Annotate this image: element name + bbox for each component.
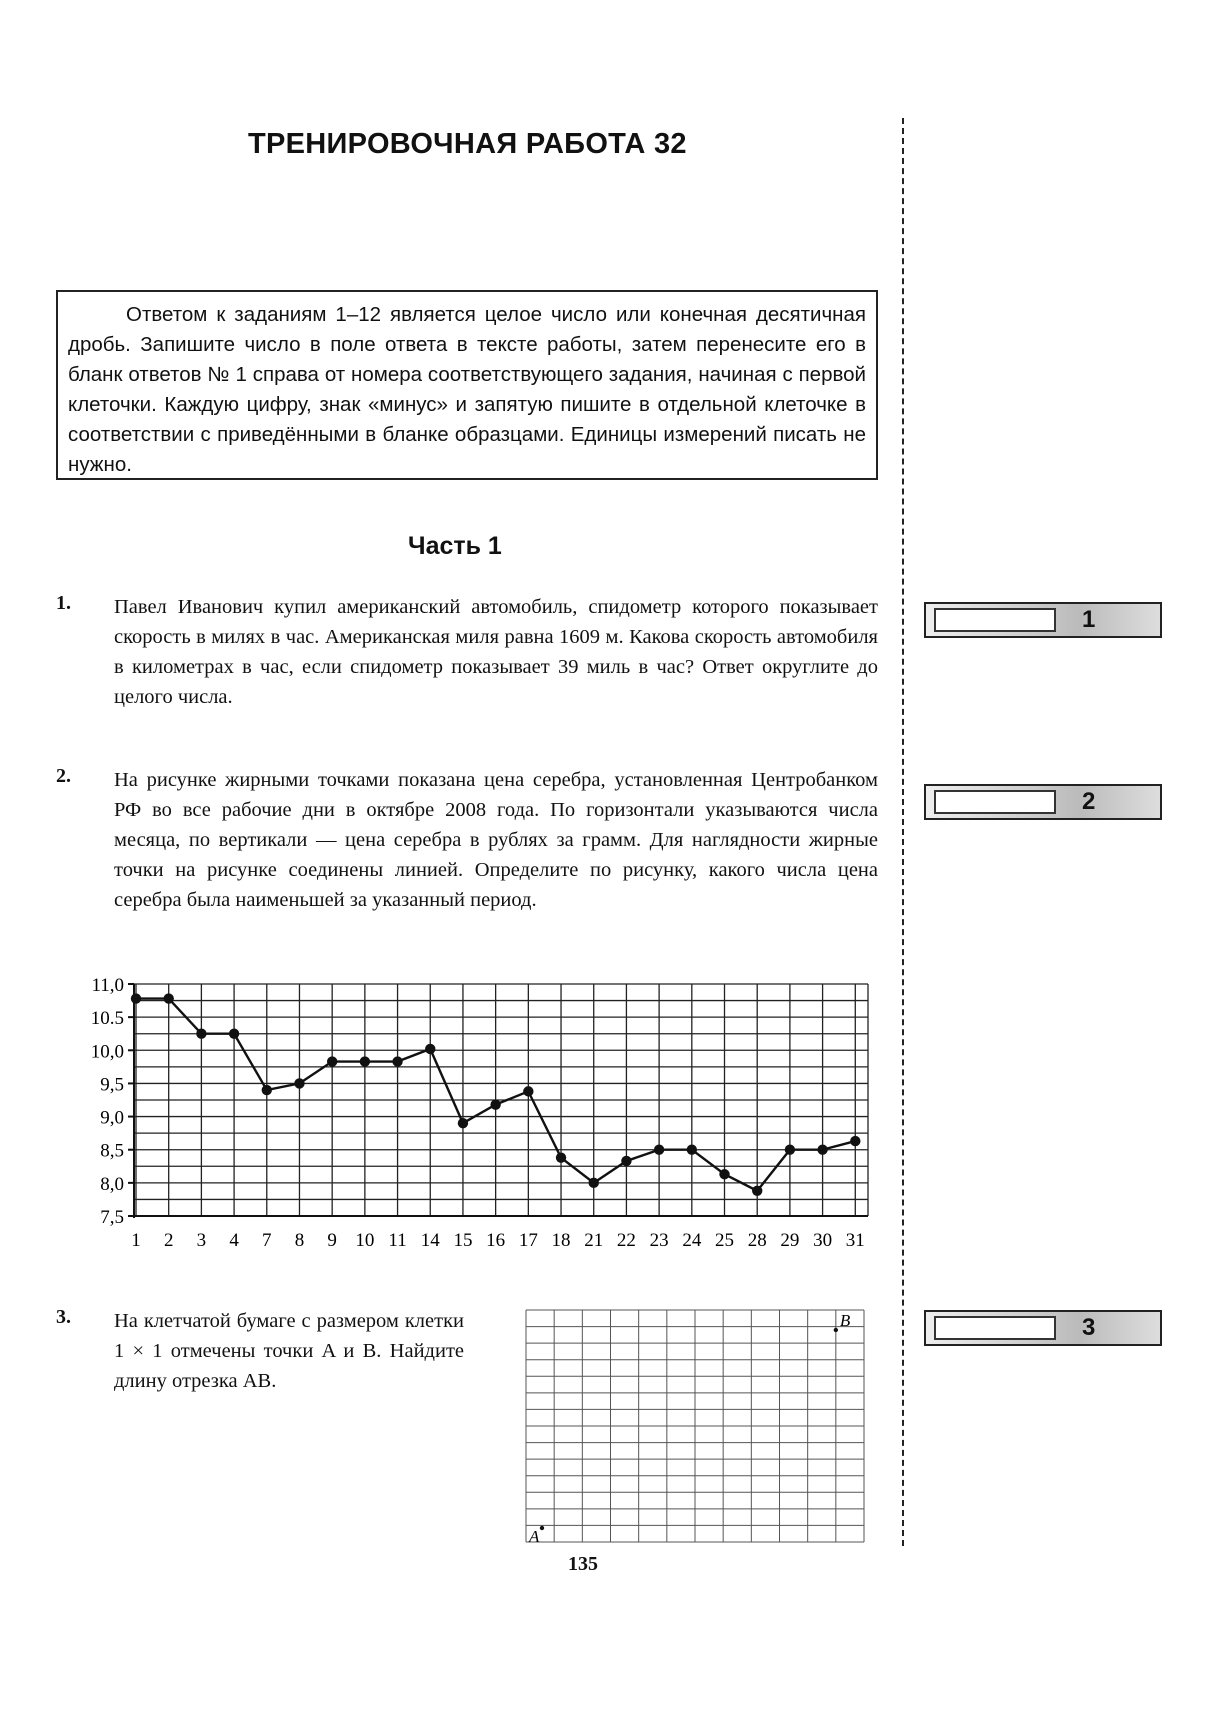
x-tick-label: 23 bbox=[649, 1230, 669, 1251]
point-a bbox=[540, 1526, 544, 1530]
silver-price-chart bbox=[56, 968, 886, 1258]
answer-box-1 bbox=[924, 602, 1162, 638]
checkered-grid-figure bbox=[520, 1304, 872, 1550]
data-point bbox=[327, 1056, 337, 1066]
x-tick-label: 17 bbox=[518, 1230, 538, 1251]
answer-field-1[interactable] bbox=[934, 608, 1056, 632]
data-point bbox=[687, 1145, 697, 1155]
x-tick-label: 2 bbox=[163, 1230, 174, 1251]
data-point bbox=[360, 1056, 370, 1066]
x-tick-label: 4 bbox=[229, 1230, 239, 1251]
answer-label-3: 3 bbox=[1082, 1314, 1096, 1341]
answer-field-2[interactable] bbox=[934, 790, 1056, 814]
task-2-number: 2. bbox=[56, 765, 71, 787]
x-tick-label: 22 bbox=[616, 1230, 636, 1251]
answer-box-2 bbox=[924, 784, 1162, 820]
instruction-box: Ответом к заданиям 1–12 является целое число или конечная десятичная дробь. Запишите число в поле ответа в тексте работы, затем перенесите его в бланк ответов № 1 справа от номера соответствующего задания, начиная с первой клеточки. Каждую цифру, знак «минус» и запятую пишите в отдельной клеточке в соответствии с приведёнными в бланке образцами. Единицы измерений писать не нужно. bbox=[56, 290, 878, 480]
data-point bbox=[458, 1118, 468, 1128]
x-tick-label: 7 bbox=[262, 1230, 272, 1251]
task-1-text: Павел Иванович купил американский автомобиль, спидометр которого показывает скорость в милях в час. Американская миля равна 1609 м. Какова скорость автомобиля в километрах в час, если спидометр показывает 39 миль в час? Ответ округлите до целого числа. bbox=[114, 596, 878, 708]
x-tick-label: 21 bbox=[584, 1230, 604, 1251]
task-3-text: На клетчатой бумаге с размером клетки 1 × 1 отмечены точки A и B. Найдите длину отрезка AB. bbox=[114, 1310, 464, 1392]
x-tick-label: 16 bbox=[486, 1230, 506, 1251]
y-tick-label: 7,5 bbox=[100, 1207, 124, 1228]
y-tick-label: 9,0 bbox=[100, 1107, 124, 1129]
x-tick-label: 14 bbox=[420, 1230, 440, 1251]
x-tick-label: 25 bbox=[715, 1230, 735, 1251]
y-tick-label: 9,5 bbox=[100, 1074, 124, 1096]
data-point bbox=[589, 1178, 599, 1188]
data-point bbox=[850, 1136, 860, 1146]
x-tick-label: 30 bbox=[813, 1230, 833, 1251]
x-tick-label: 10 bbox=[355, 1230, 375, 1251]
point-b-label: B bbox=[839, 1311, 851, 1330]
data-point bbox=[196, 1029, 206, 1039]
data-point bbox=[654, 1145, 664, 1155]
answer-label-2: 2 bbox=[1082, 788, 1096, 815]
data-point bbox=[817, 1145, 827, 1155]
data-point bbox=[523, 1086, 533, 1096]
point-b bbox=[834, 1328, 838, 1332]
data-point bbox=[294, 1078, 304, 1088]
data-point bbox=[490, 1099, 500, 1109]
cut-line bbox=[902, 118, 904, 1546]
x-tick-label: 15 bbox=[453, 1230, 473, 1251]
x-tick-label: 28 bbox=[747, 1230, 767, 1251]
data-point bbox=[556, 1152, 566, 1162]
x-tick-label: 9 bbox=[327, 1230, 337, 1251]
y-tick-label: 10.5 bbox=[90, 1008, 124, 1030]
data-point bbox=[621, 1156, 631, 1166]
x-tick-label: 8 bbox=[294, 1230, 305, 1251]
page-number: 135 bbox=[568, 1553, 598, 1575]
answer-box-3 bbox=[924, 1310, 1162, 1346]
data-point bbox=[425, 1044, 435, 1054]
x-tick-label: 1 bbox=[131, 1230, 141, 1251]
task-1-number: 1. bbox=[56, 592, 71, 614]
answer-label-1: 1 bbox=[1082, 606, 1096, 633]
data-point bbox=[262, 1085, 272, 1095]
answer-field-3[interactable] bbox=[934, 1316, 1056, 1340]
x-tick-label: 31 bbox=[845, 1230, 865, 1251]
y-tick-label: 8,0 bbox=[100, 1173, 124, 1195]
part-title: Часть 1 bbox=[408, 532, 502, 560]
x-tick-label: 11 bbox=[388, 1230, 407, 1251]
data-point bbox=[752, 1186, 762, 1196]
task-3-number: 3. bbox=[56, 1306, 71, 1328]
y-tick-label: 10,0 bbox=[90, 1041, 124, 1063]
x-tick-label: 3 bbox=[196, 1230, 207, 1251]
data-point bbox=[719, 1169, 729, 1179]
task-2-text: На рисунке жирными точками показана цена серебра, установленная Центробанком РФ во все рабочие дни в октябре 2008 года. По горизонтали указываются числа месяца, по вертикали — цена серебра в рублях за грамм. Для наглядности жирные точки на рисунке соединены линией. Определите по рисунку, какого числа цена серебра была наименьшей за указанный период. bbox=[114, 769, 878, 911]
x-tick-label: 18 bbox=[551, 1230, 571, 1251]
data-point bbox=[785, 1145, 795, 1155]
data-point bbox=[131, 993, 141, 1003]
data-point bbox=[163, 993, 173, 1003]
y-tick-label: 11,0 bbox=[91, 975, 124, 996]
page-title: ТРЕНИРОВОЧНАЯ РАБОТА 32 bbox=[248, 128, 687, 160]
x-tick-label: 29 bbox=[780, 1230, 800, 1251]
point-a-label: A bbox=[529, 1527, 540, 1546]
data-point bbox=[392, 1056, 402, 1066]
x-tick-label: 24 bbox=[682, 1230, 702, 1251]
data-point bbox=[229, 1029, 239, 1039]
y-tick-label: 8,5 bbox=[100, 1140, 124, 1162]
